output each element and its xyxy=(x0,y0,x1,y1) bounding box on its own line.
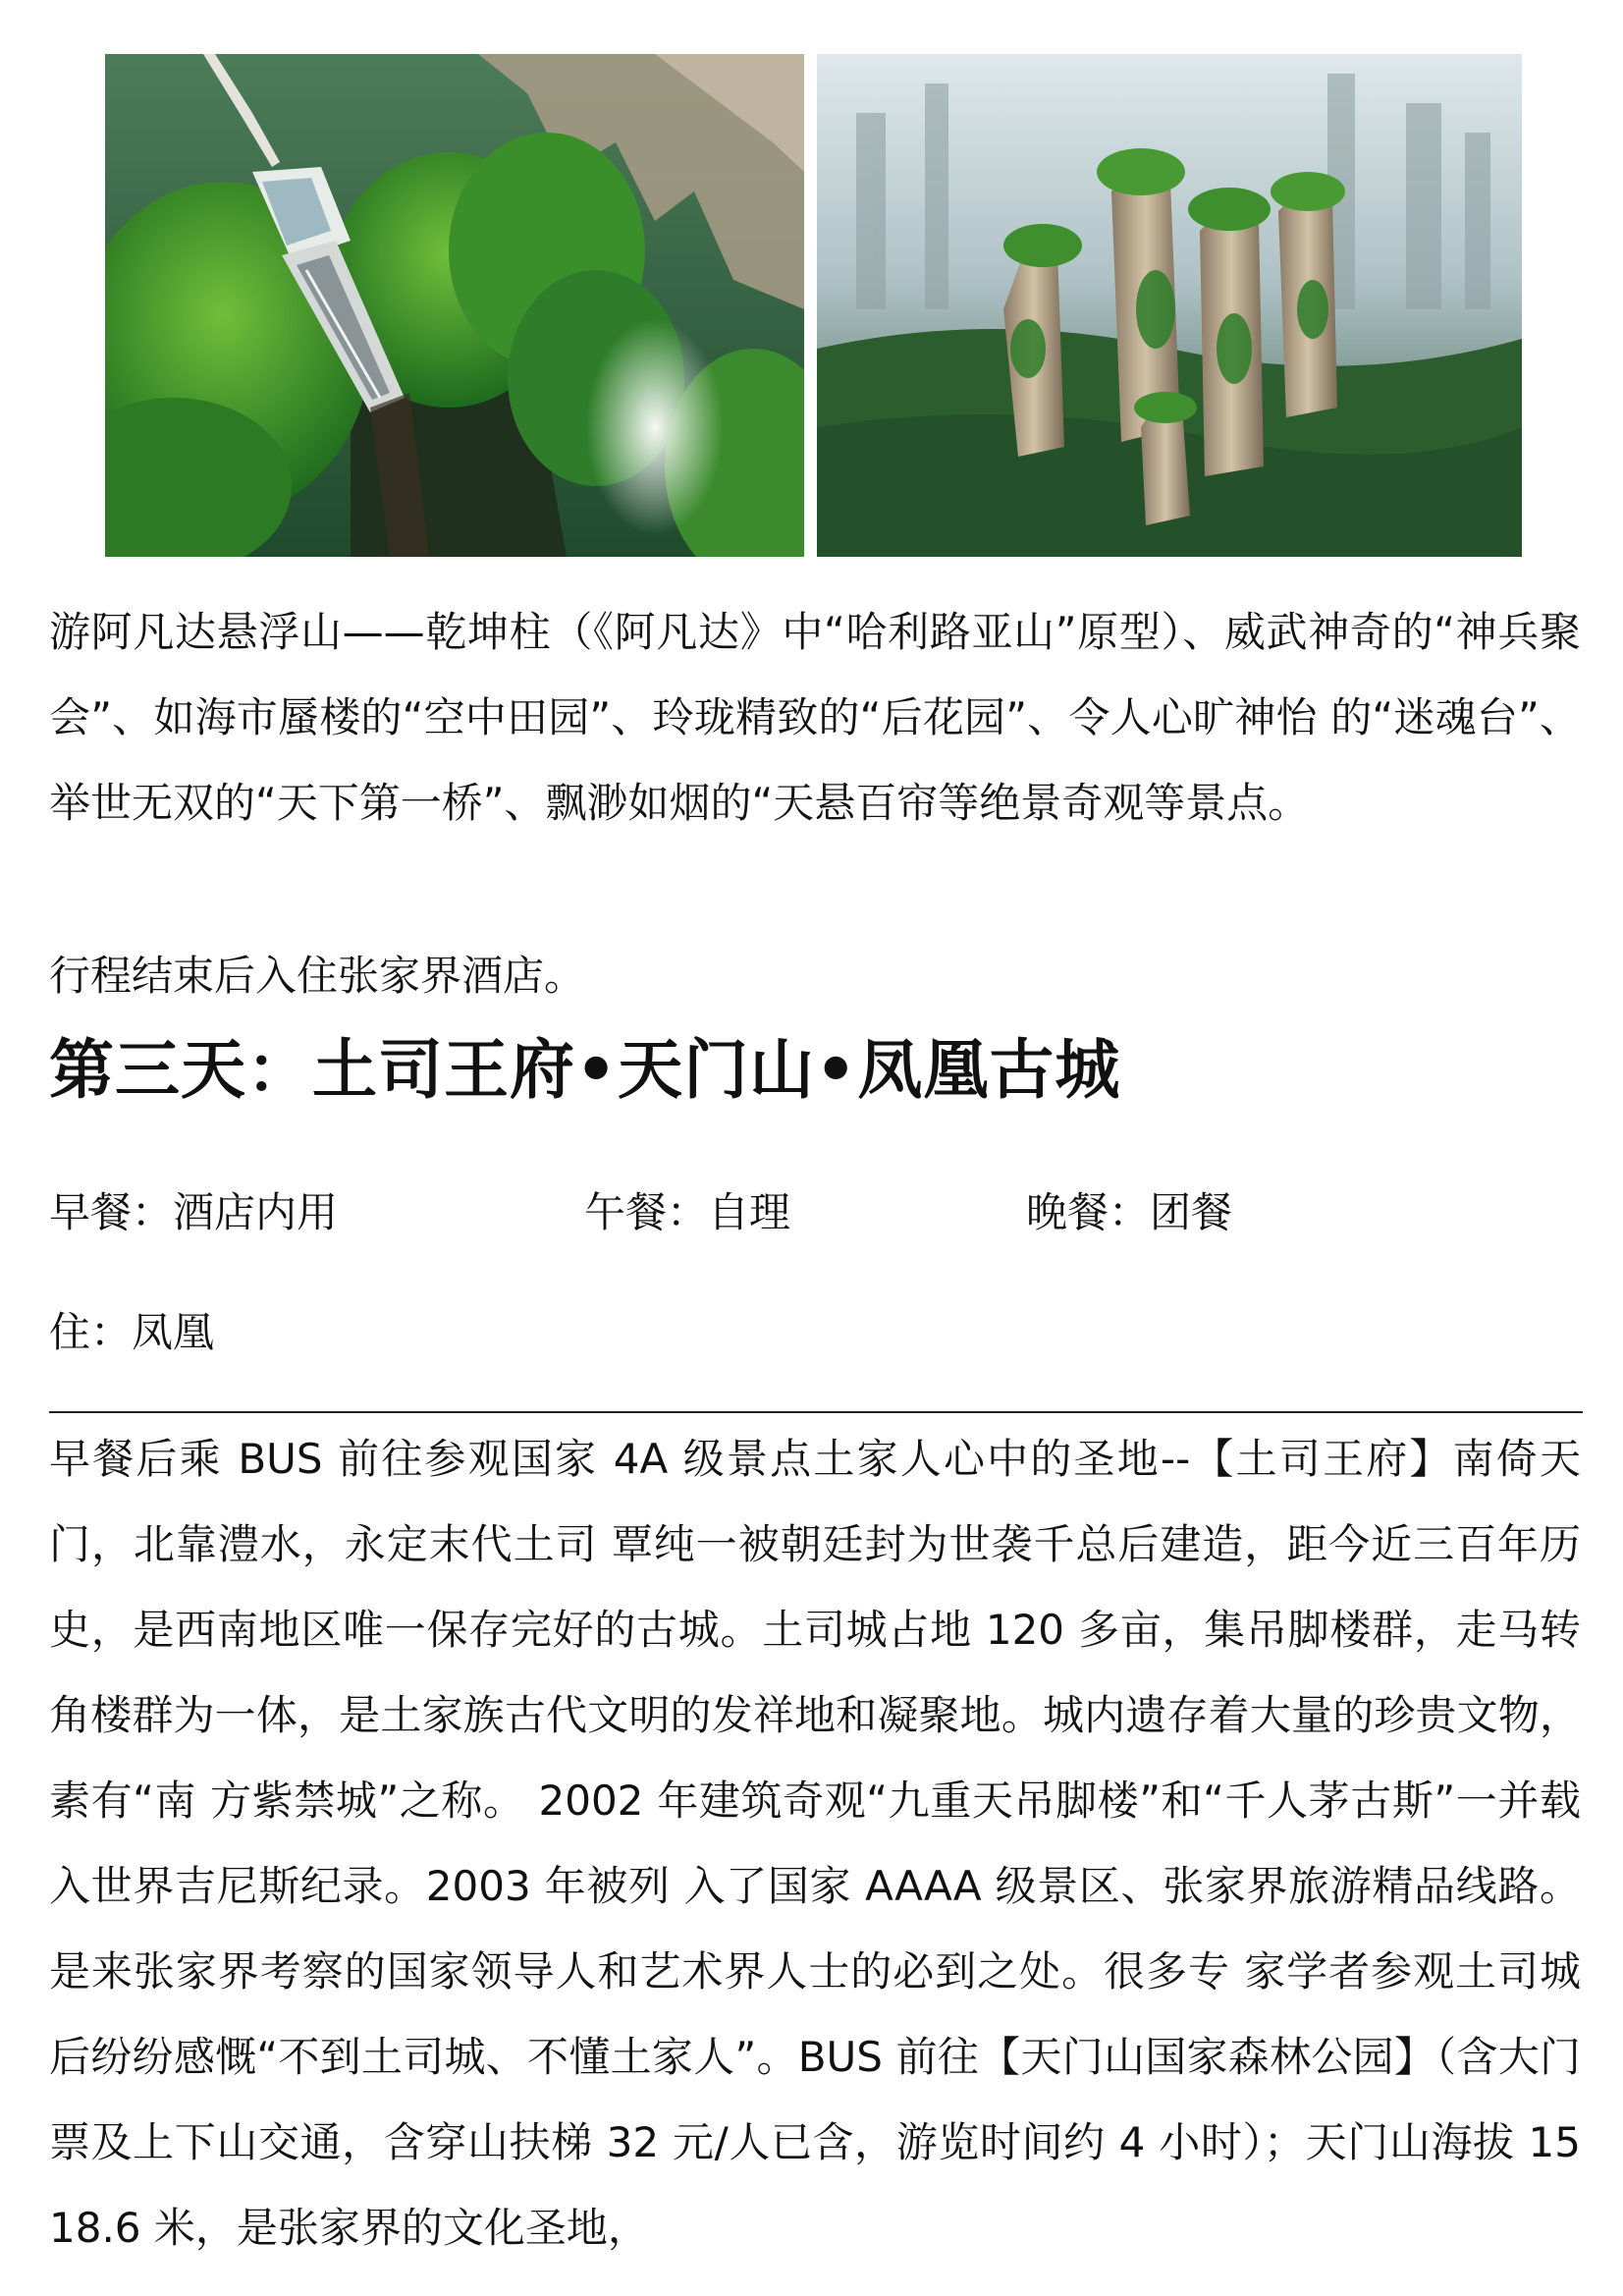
accommodation: 住：凤凰 xyxy=(49,1308,215,1356)
photo-pillars-illustration xyxy=(817,54,1522,557)
intro-paragraph: 游阿凡达悬浮山——乾坤柱（《阿凡达》中“哈利路亚山”原型）、威武神奇的“神兵聚会”、如海市蜃楼的“空中田园”、玲珑精致的“后花园”、令人心旷神怡 的“迷魂台”、举世无双的“天下第一桥”、飘渺如烟的“天悬百帘等绝景奇观等景点。 xyxy=(49,608,1581,827)
photo-sandstone-pillars xyxy=(817,54,1522,557)
photo-elevator-illustration xyxy=(105,54,804,557)
meal-breakfast: 早餐：酒店内用 xyxy=(49,1188,339,1236)
meal-lunch: 午餐：自理 xyxy=(584,1188,791,1236)
photo-bailong-elevator xyxy=(105,54,804,557)
day-three-heading: 第三天：土司王府•天门山•凤凰古城 xyxy=(49,1032,1121,1108)
meal-dinner: 晚餐：团餐 xyxy=(1026,1188,1233,1236)
section-divider xyxy=(49,1411,1583,1413)
itinerary-paragraph: 早餐后乘 BUS 前往参观国家 4A 级景点土家人心中的圣地--【土司王府】南倚天门，北靠澧水，永定末代土司 覃纯一被朝廷封为世袭千总后建造，距今近三百年历史，是西南地区唯一保存完好的古城。土司城占地 120 多亩，集吊脚楼群，走马转角楼群为一体，是土家族古代文明的发祥地和凝聚地。城内遗存着大量的珍贵文物， 素有“南 方紫禁城”之称。 2002 年建筑奇观“九重天吊脚楼”和“千人茅古斯”一并载入世界吉尼斯纪录。2003 年被列 入了国家 AAAA 级景区、张家界旅游精品线路。是来张家界考察的国家领导人和艺术界人士的必到之处。很多专 家学者参观土司城后纷纷感慨“不到土司城、不懂土家人”。BUS 前往【天门山国家森林公园】（含大门票及上下山交通，含穿山扶梯 32 元/人已含，游览时间约 4 小时）；天门山海拔 1518.6 米，是张家界的文化圣地， xyxy=(49,1435,1581,2252)
hotel-note: 行程结束后入住张家界酒店。 xyxy=(49,952,586,1000)
